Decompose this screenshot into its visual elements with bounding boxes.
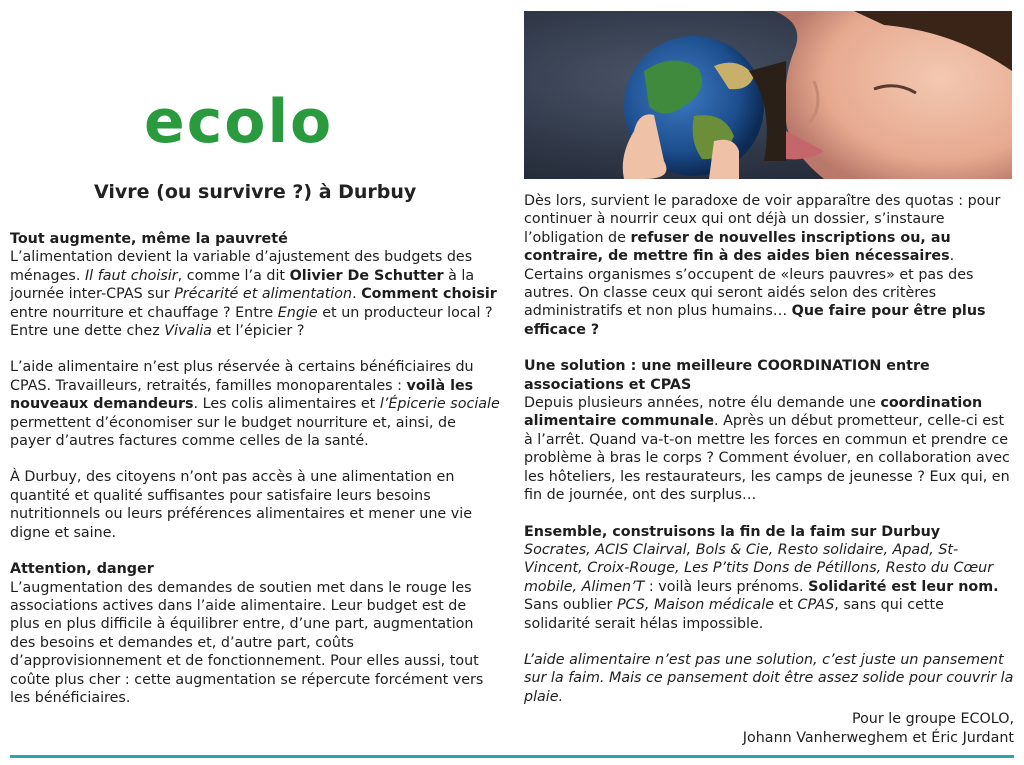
text-run: , sans qui cette solidarité serait hélas impossible. xyxy=(524,597,944,632)
text-run: Sans oublier xyxy=(524,597,617,614)
text-run-bold: Solidarité est leur nom. xyxy=(808,578,999,595)
right-column xyxy=(524,192,1014,747)
text-run: . Les colis alimentaires et xyxy=(193,396,380,413)
earth-bite-photo xyxy=(524,11,1012,179)
section-heading: Tout augmente, même la pauvreté xyxy=(10,231,288,247)
text-run: : voilà leurs prénoms. xyxy=(644,578,809,595)
paragraph xyxy=(524,541,1014,633)
text-run-italic: L’aide alimentaire n’est pas une solution, c’est juste un pansement sur la faim. Mais ce pansement doit être assez solide pour couvrir la plaie. xyxy=(524,651,1014,705)
text-run: et l’épicier ? xyxy=(211,323,305,340)
text-run-bold: Que faire pour être plus efficace ? xyxy=(524,303,986,338)
text-run: permettent d’économiser sur le budget nourriture et, ainsi, de payer d’autres factures comme celles de la santé. xyxy=(10,414,456,450)
text-run-italic: PCS, Maison médicale xyxy=(616,597,775,614)
ecolo-logo xyxy=(142,86,362,156)
photo-illustration xyxy=(524,11,1012,179)
text-run: Depuis plusieurs années, notre élu demande une xyxy=(524,395,881,412)
text-run-bold: Comment choisir xyxy=(361,286,497,303)
section-heading: Attention, danger xyxy=(10,561,154,578)
text-run-italic: CPAS xyxy=(797,597,835,614)
text-run-bold: refuser de nouvelles inscriptions ou, au contraire, de mettre fin à des aides bien nécessaires xyxy=(524,229,951,265)
paragraph: L’augmentation des demandes de soutien met dans le rouge les associations actives dans l’aide alimentaire. Leur budget est de plus en plus difficile à équilibrer entre, d’une part, augmentation des besoins et demandes et, d’autre part, coûts d’approvisionnement et de fonctionnement. Pour elles aussi, tout coûte plus cher : cette augmentation se répercute forcément vers les bénéficiaires. xyxy=(10,579,484,706)
paragraph: À Durbuy, des citoyens n’ont pas accès à une alimentation en quantité et qualité suffisantes pour satisfaire leurs besoins nutritionnels ou leurs préférences alimentaires et mener une vie digne et saine. xyxy=(10,469,472,541)
text-run: entre nourriture et chauffage ? Entre xyxy=(10,304,278,321)
text-run-italic: Il faut choisir xyxy=(84,267,178,284)
ecolo-logo-mark xyxy=(142,86,362,156)
section-heading: Une solution : une meilleure COORDINATION entre associations et CPAS xyxy=(524,358,930,393)
text-run-italic: Vivalia xyxy=(164,323,212,340)
text-run-italic: Précarité et alimentation xyxy=(174,286,353,303)
paragraph xyxy=(524,394,1014,504)
text-run: Dès lors, survient le paradoxe de voir apparaître des quotas : pour continuer à nourrir ceux qui ont déjà un dossier, s’instaure l’obligation de xyxy=(524,193,1001,246)
text-run: L’aide alimentaire n’est plus réservée à certains bénéficiaires du CPAS. Travailleurs, retraités, familles monoparentales : xyxy=(10,359,474,394)
article-title: Vivre (ou survivre ?) à Durbuy xyxy=(94,181,417,203)
text-run-bold: voilà les nouveaux demandeurs xyxy=(10,377,474,413)
text-run-italic: l’Épicerie sociale xyxy=(379,396,500,413)
text-run-bold: Olivier De Schutter xyxy=(289,267,444,284)
text-run: et xyxy=(774,597,798,614)
closing-quote xyxy=(524,651,1014,706)
text-run-italic: Engie xyxy=(277,304,318,321)
text-run: à la journée inter-CPAS sur xyxy=(10,267,475,303)
text-run: . Certains organismes s’occupent de «leurs pauvres» et pas des autres. On classe ceux qui seront aidés selon des critères administratifs et non plus humains… xyxy=(524,248,974,320)
paragraph xyxy=(524,192,1014,339)
signature-line-2: Johann Vanherweghem et Éric Jurdant xyxy=(742,729,1014,746)
paragraph xyxy=(10,248,500,340)
section-heading: Ensemble, construisons la fin de la faim sur Durbuy xyxy=(524,523,941,540)
bottom-divider xyxy=(10,755,1014,758)
text-run: . Après un début prometteur, celle-ci est à l’arrêt. Quand va-t-on mettre les forces en commun et prendre ce problème à bras le corps ? Comment évoluer, en collaboration avec les hôteliers, les restaurateurs, les camps de jeunesse ? Eux qui, en fin de journée, ont des surplus… xyxy=(524,413,1010,504)
text-run: . xyxy=(352,286,362,303)
text-run: L’alimentation devient la variable d’ajustement des budgets des ménages. xyxy=(10,249,473,284)
text-run-italic: Socrates, ACIS Clairval, Bols & Cie, Resto solidaire, Apad, St-Vincent, Croix-Rouge, Les P’tits Dons de Pétillons, Resto du Cœur mobile, Alimen’T xyxy=(524,541,994,595)
signature-line-1: Pour le groupe ECOLO, xyxy=(851,711,1014,728)
text-run-bold: coordination alimentaire communale xyxy=(524,395,983,430)
left-column xyxy=(10,230,500,707)
ecolo-logo-text: ecolo xyxy=(144,87,334,156)
text-run: , comme l’a dit xyxy=(177,267,290,284)
paragraph xyxy=(10,358,500,450)
text-run: et un producteur local ? Entre une dette chez xyxy=(10,304,493,340)
